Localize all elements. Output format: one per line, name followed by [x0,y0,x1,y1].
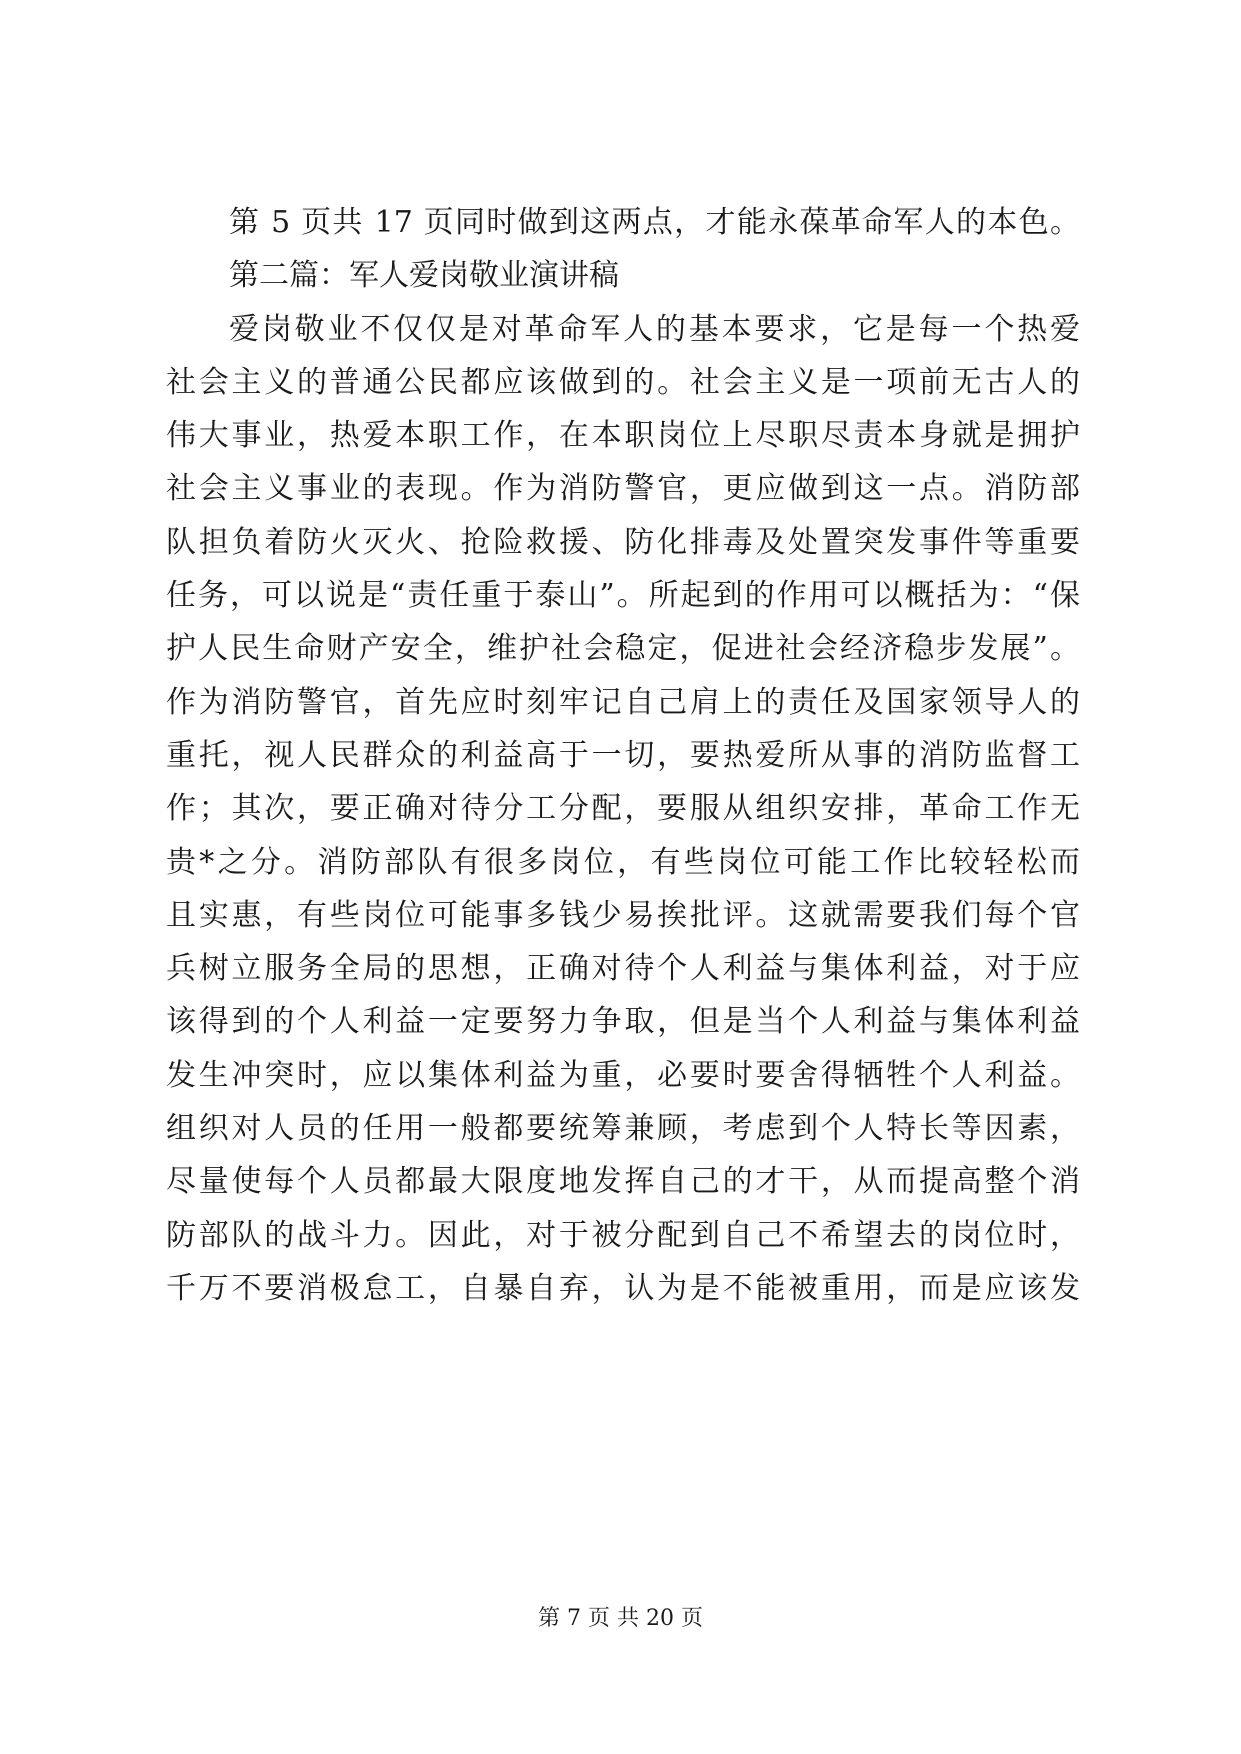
page-number: 第 7 页 共 20 页 [538,1606,703,1631]
text-line: 作为消防警官，首先应时刻牢记自己肩上的责任及国家领导人的 [166,684,1080,720]
text-line: 重托，视人民群众的利益高于一切，要热爱所从事的消防监督工 [166,737,1080,773]
text-line: 千万不要消极怠工，自暴自弃，认为是不能被重用，而是应该发 [166,1270,1080,1306]
section-heading: 第二篇：军人爱岗敬业演讲稿 [229,258,619,294]
text-line: 防部队的战斗力。因此，对于被分配到自己不希望去的岗位时， [166,1217,1080,1253]
text-line: 作；其次，要正确对待分工分配，要服从组织安排，革命工作无 [166,791,1080,827]
text-line: 贵*之分。消防部队有很多岗位，有些岗位可能工作比较轻松而 [166,844,1080,880]
text-line: 发生冲突时，应以集体利益为重，必要时要舍得牺牲个人利益。 [166,1057,1080,1093]
text-line: 护人民生命财产安全，维护社会稳定，促进社会经济稳步发展”。 [166,631,1080,667]
text-line: 伟大事业，热爱本职工作，在本职岗位上尽职尽责本身就是拥护 [166,418,1080,454]
text-line: 尽量使每个人员都最大限度地发挥自己的才干，从而提高整个消 [166,1164,1080,1200]
text-line: 队担负着防火灭火、抢险救援、防化排毒及处置突发事件等重要 [166,524,1080,560]
text-line: 兵树立服务全局的思想，正确对待个人利益与集体利益，对于应 [166,951,1080,987]
text-line: 且实惠，有些岗位可能事多钱少易挨批评。这就需要我们每个官 [166,897,1080,933]
text-line: 任务，可以说是“责任重于泰山”。所起到的作用可以概括为：“保 [166,578,1080,614]
text-line: 社会主义的普通公民都应该做到的。社会主义是一项前无古人的 [166,364,1080,400]
text-line: 该得到的个人利益一定要努力争取，但是当个人利益与集体利益 [166,1004,1080,1040]
text-line: 社会主义事业的表现。作为消防警官，更应做到这一点。消防部 [166,471,1080,507]
page-footer [0,1604,1241,1634]
text-line: 爱岗敬业不仅仅是对革命军人的基本要求，它是每一个热爱 [229,311,1080,347]
text-line: 第 5 页共 17 页同时做到这两点，才能永葆革命军人的本色。 [229,205,1080,240]
document-body [166,196,1080,1315]
text-line: 组织对人员的任用一般都要统筹兼顾，考虑到个人特长等因素， [166,1111,1080,1147]
